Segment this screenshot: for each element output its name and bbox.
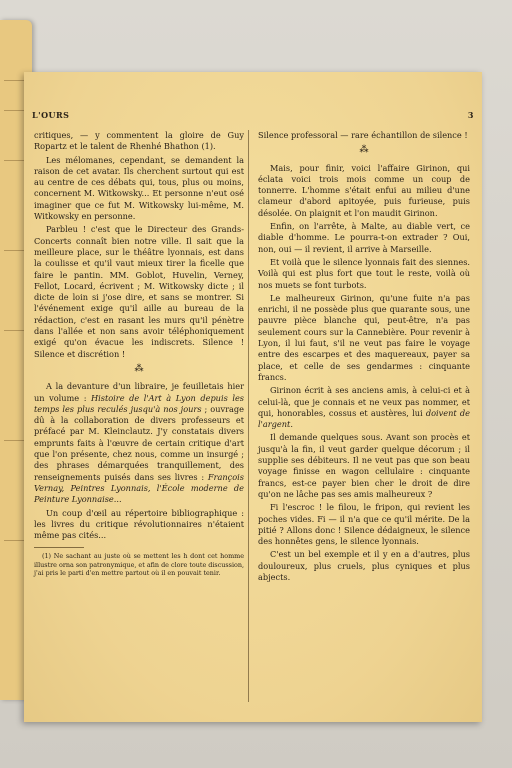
girinon-paragraph bbox=[258, 385, 470, 430]
paragraph: Le malheureux Girinon, qu'une fuite n'a pas enrichi, il ne possède plus que quarante sous, une pauvre pièce blanche qui, peut-être, n'a pas seulement cours sur la Cannebière. Pour revenir à Lyon, il lui faut, s'il ne veut pas faire le voyage entre des escarpes et des maquereaux, payer sa place, et celle de ses gendarmes : cinquante francs. bbox=[258, 292, 470, 382]
book-title: Histoire de l'Art à Lyon depuis les temps les plus reculés jusqu'à nos jours bbox=[34, 392, 244, 414]
paragraph: Silence professoral — rare échantillon de silence ! bbox=[258, 130, 468, 140]
paragraph: Parbleu ! c'est que le Directeur des Grands-Concerts connaît bien notre ville. Il sait que la meilleure place, sur le théâtre lyonnais, est dans la coulisse et qu'il vaut mieux tirer la ficelle que faire le pantin. MM. Goblot, Huvelin, Verney, Fellot, Locard, écrivent ; M. Witkowsky dicte ; il dicte de loin si j'ose dire, et sans se montrer. Si l'événement exige qu'il aille au bureau de la rédaction, c'est en rasant les murs qu'il pénètre dans l'allée et non sans avoir téléphoniquement exigé qu'on évacue les indiscrets. Silence ! Silence et discrétion ! bbox=[34, 224, 244, 359]
section-ornament: ⁂ bbox=[359, 145, 369, 156]
paragraph: Un coup d'œil au répertoire bibliographique : les livres du critique révolutionnaires n'étaient même pas cités... bbox=[34, 507, 244, 541]
paragraph: C'est un bel exemple et il y en a d'autres, plus douloureux, plus cruels, plus cyniques et plus abjects. bbox=[258, 549, 470, 582]
footnote-rule bbox=[34, 547, 84, 548]
text-span: Girinon écrit à ses anciens amis, à celui-ci et à celui-là, que je connais et ne veux pas nommer, et qui, honorables, cossus et austères, lui bbox=[258, 385, 470, 418]
paragraph: Fi l'escroc ! le filou, le fripon, qui revient les poches vides. Fi — il n'a que ce qu'il mérite. De la pitié ? Allons donc ! Silence dédaigneux, le silence des honnêtes gens, le silence lyonnais. bbox=[258, 502, 470, 547]
paragraph: Les mélomanes, cependant, se demandent la raison de cet avatar. Ils cherchent surtout qui est au centre de ces débats qui, tous, plus ou moins, concernent M. Witkowsky... Et personne n'eut osé imaginer que ce fut M. Witkowsky lui-même, M. Witkowsky en personne. bbox=[34, 154, 244, 222]
paragraph: Il demande quelques sous. Avant son procès et jusqu'à la fin, il veut garder quelque décorum ; il supplie ses débiteurs. Il ne veut pas que son beau voyage finisse en wagon cellulaire : cinquante francs, est-ce payer bien cher le droit de dire qu'on ne lâche pas ses amis malheureux ? bbox=[258, 432, 470, 499]
paragraph: Enfin, on l'arrête, à Malte, au diable vert, ce diable d'homme. Le pourra-t-on extrader ? Oui, non, oui — il revient, il arrive à Marseille. bbox=[258, 221, 470, 254]
right-column bbox=[258, 130, 470, 585]
paragraph: Mais, pour finir, voici l'affaire Girinon, qui éclata voici trois mois comme un coup de tonnerre. L'homme s'était enfui au milieu d'une clameur d'abord apitoyée, puis furieuse, puis désolée. On plaignit et l'on maudit Girinon. bbox=[258, 162, 470, 218]
footnote: (1) Ne sachant au juste où se mettent les h dont cet homme illustre orna son patronymique, et afin de clore toute discussion, j'ai pris le parti d'en mettre partout où il en pouvait tenir. bbox=[34, 552, 244, 578]
source-titles: François Vernay, Peintres Lyonnais, l'École moderne de Peinture Lyonnaise bbox=[34, 471, 244, 505]
journal-page bbox=[24, 72, 482, 722]
journal-title: L'OURS bbox=[32, 110, 70, 120]
left-column bbox=[34, 130, 244, 578]
library-paragraph bbox=[34, 381, 244, 505]
text-span: . bbox=[290, 419, 293, 430]
text-span: ... bbox=[113, 494, 122, 505]
section-ornament: ⁂ bbox=[134, 363, 144, 374]
page-number: 3 bbox=[467, 110, 474, 120]
running-head bbox=[32, 110, 474, 122]
column-divider bbox=[248, 130, 249, 702]
emphasis: doivent de l'argent bbox=[258, 407, 471, 430]
paragraph: critiques, — y commentent la gloire de Guy Ropartz et le talent de Rhenhé Bhathon (1). bbox=[34, 130, 244, 152]
text-span: A la devanture d'un libraire, je feuilletais hier un volume : bbox=[34, 381, 244, 403]
text-span: ; ouvrage dû à la collaboration de divers professeurs et préfacé par M. Kleinclautz. J'y constatais divers emprunts faits à l'œuvre de certain critique d'art que l'on présente, chez nous, comme un insurgé ; des phrases démarquées tranquillement, des renseignements puisés dans ses livres : bbox=[34, 403, 244, 482]
paragraph: Et voilà que le silence lyonnais fait des siennes. Voilà qui est plus fort que tout le reste, voilà où nos muets se font turbots. bbox=[258, 256, 470, 290]
